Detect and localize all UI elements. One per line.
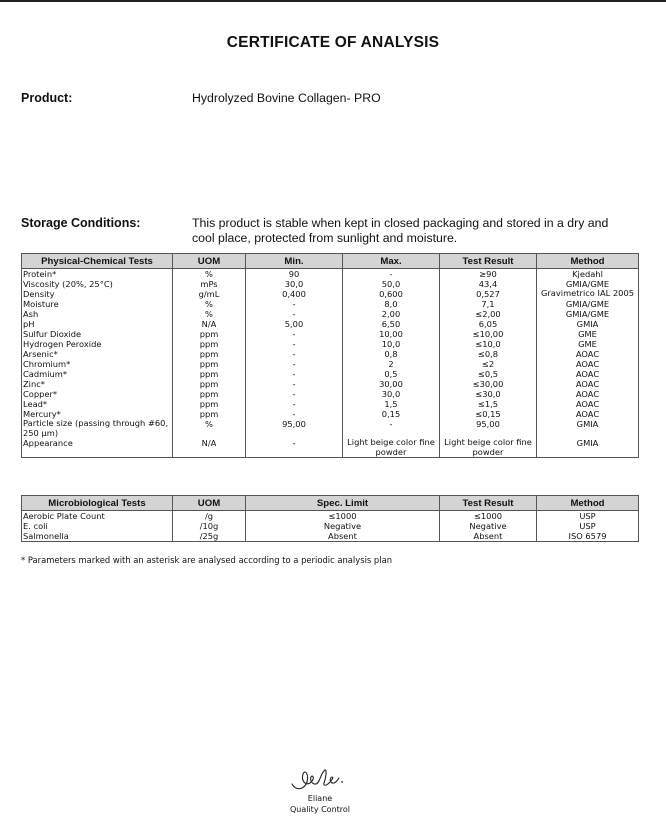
cell-method: GMIA [537, 438, 639, 458]
column-header-result: Test Result [440, 254, 537, 269]
column-header-method: Method [537, 254, 639, 269]
cell-max: 0,5 [343, 369, 440, 379]
cell-uom: /25g [173, 531, 246, 542]
table-row [22, 379, 639, 389]
cell-uom: ppm [173, 379, 246, 389]
cell-min: 90 [246, 269, 343, 280]
cell-test: Chromium* [22, 359, 173, 369]
cell-method: AOAC [537, 399, 639, 409]
product-name: Hydrolyzed Bovine Collagen- PRO [192, 91, 381, 105]
column-header-uom: UOM [173, 496, 246, 511]
cell-min: - [246, 329, 343, 339]
cell-test: E. coli [22, 521, 173, 531]
cell-test: Copper* [22, 389, 173, 399]
table-row [22, 349, 639, 359]
cell-max: 0,8 [343, 349, 440, 359]
cell-min: - [246, 438, 343, 458]
cell-test: Cadmium* [22, 369, 173, 379]
cell-test: Ash [22, 309, 173, 319]
cell-test: Lead* [22, 399, 173, 409]
cell-result: ≤10,0 [440, 339, 537, 349]
cell-result: ≤2,00 [440, 309, 537, 319]
table-row [22, 399, 639, 409]
table-row [22, 339, 639, 349]
table-row [22, 389, 639, 399]
cell-result: 6,05 [440, 319, 537, 329]
column-header-max: Max. [343, 254, 440, 269]
cell-method: AOAC [537, 409, 639, 419]
cell-method: AOAC [537, 389, 639, 399]
table-row [22, 409, 639, 419]
cell-max: 50,0 [343, 279, 440, 289]
cell-min: - [246, 409, 343, 419]
cell-result: 95,00 [440, 419, 537, 438]
table-row [22, 319, 639, 329]
microbiological-table [21, 495, 639, 542]
cell-method: USP [537, 511, 639, 522]
cell-test: Hydrogen Peroxide [22, 339, 173, 349]
cell-min: - [246, 349, 343, 359]
cell-uom: % [173, 419, 246, 438]
cell-test: Particle size (passing through #60, 250 µm) [22, 419, 173, 438]
signer-role: Quality Control [289, 805, 351, 814]
cell-method: GMIA/GME [537, 279, 639, 289]
table-row [22, 438, 639, 458]
cell-max: 2,00 [343, 309, 440, 319]
column-header-method: Method [537, 496, 639, 511]
cell-method: AOAC [537, 359, 639, 369]
cell-result: 43,4 [440, 279, 537, 289]
cell-test: Sulfur Dioxide [22, 329, 173, 339]
cell-result: ≤30,0 [440, 389, 537, 399]
table-row [22, 289, 639, 299]
cell-max: 8,0 [343, 299, 440, 309]
column-header-test: Microbiological Tests [22, 496, 173, 511]
cell-result: 0,527 [440, 289, 537, 299]
table-row [22, 279, 639, 289]
cell-method: AOAC [537, 369, 639, 379]
cell-uom: ppm [173, 389, 246, 399]
cell-test: pH [22, 319, 173, 329]
cell-min: - [246, 299, 343, 309]
signer-name: Eliane [307, 794, 333, 803]
cell-min: 30,0 [246, 279, 343, 289]
cell-method: AOAC [537, 379, 639, 389]
table-header-row [22, 496, 639, 511]
cell-uom: /10g [173, 521, 246, 531]
cell-spec-limit: Negative [246, 521, 440, 531]
physical-chemical-table [21, 253, 639, 458]
cell-max: - [343, 419, 440, 438]
cell-test: Aerobic Plate Count [22, 511, 173, 522]
column-header-result: Test Result [440, 496, 537, 511]
table-row [22, 521, 639, 531]
cell-min: 5,00 [246, 319, 343, 329]
cell-result: ≤30,00 [440, 379, 537, 389]
column-header-min: Min. [246, 254, 343, 269]
cell-method: GMIA [537, 319, 639, 329]
column-header-test: Physical-Chemical Tests [22, 254, 173, 269]
cell-test: Viscosity (20%, 25°C) [22, 279, 173, 289]
cell-result: ≤0,8 [440, 349, 537, 359]
product-label: Product: [21, 91, 73, 105]
cell-result: ≤1000 [440, 511, 537, 522]
cell-test: Density [22, 289, 173, 299]
table-body [22, 511, 639, 542]
table-row [22, 299, 639, 309]
table-row [22, 269, 639, 280]
cell-min: - [246, 399, 343, 409]
cell-uom: N/A [173, 319, 246, 329]
cell-test: Mercury* [22, 409, 173, 419]
cell-max: 2 [343, 359, 440, 369]
cell-result: ≤1,5 [440, 399, 537, 409]
cell-min: - [246, 359, 343, 369]
table-body [22, 269, 639, 458]
cell-min: 95,00 [246, 419, 343, 438]
cell-max: 10,0 [343, 339, 440, 349]
cell-uom: /g [173, 511, 246, 522]
storage-conditions-label: Storage Conditions: [21, 216, 141, 230]
column-header-uom: UOM [173, 254, 246, 269]
table-row [22, 369, 639, 379]
column-header-spec-limit: Spec. Limit [246, 496, 440, 511]
cell-method: ISO 6579 [537, 531, 639, 542]
cell-uom: ppm [173, 349, 246, 359]
cell-result: ≥90 [440, 269, 537, 280]
cell-method: GMIA/GME [537, 299, 639, 309]
cell-method: AOAC [537, 349, 639, 359]
cell-min: 0,400 [246, 289, 343, 299]
cell-min: - [246, 339, 343, 349]
table-row [22, 329, 639, 339]
cell-test: Salmonella [22, 531, 173, 542]
cell-min: - [246, 379, 343, 389]
cell-max: - [343, 269, 440, 280]
storage-conditions-text: This product is stable when kept in closed packaging and stored in a dry and cool place, protected from sunlight and moisture. [192, 216, 609, 245]
cell-uom: ppm [173, 329, 246, 339]
cell-max: Light beige color fine powder [343, 438, 440, 458]
cell-uom: g/mL [173, 289, 246, 299]
cell-method: Kjedahl [537, 269, 639, 280]
cell-uom: % [173, 269, 246, 280]
table-row [22, 419, 639, 438]
cell-max: 30,0 [343, 389, 440, 399]
cell-uom: N/A [173, 438, 246, 458]
cell-result: 7,1 [440, 299, 537, 309]
table-row [22, 511, 639, 522]
table-header-row [22, 254, 639, 269]
table-row [22, 359, 639, 369]
cell-min: - [246, 309, 343, 319]
cell-result: ≤10,00 [440, 329, 537, 339]
cell-uom: ppm [173, 369, 246, 379]
signature-mark [290, 764, 352, 794]
cell-max: 0,600 [343, 289, 440, 299]
cell-method: GMIA/GME [537, 309, 639, 319]
cell-spec-limit: ≤1000 [246, 511, 440, 522]
cell-min: - [246, 389, 343, 399]
top-rule [0, 0, 666, 2]
cell-result: Absent [440, 531, 537, 542]
cell-uom: ppm [173, 339, 246, 349]
footnote: * Parameters marked with an asterisk are analysed according to a periodic analysis plan [21, 555, 393, 565]
cell-method: USP [537, 521, 639, 531]
cell-method: GMIA [537, 419, 639, 438]
cell-min: - [246, 369, 343, 379]
cell-max: 0,15 [343, 409, 440, 419]
table-row [22, 309, 639, 319]
cell-test: Arsenic* [22, 349, 173, 359]
cell-result: Light beige color fine powder [440, 438, 537, 458]
cell-result: ≤0,5 [440, 369, 537, 379]
cell-method: GME [537, 329, 639, 339]
cell-uom: ppm [173, 399, 246, 409]
cell-method: GME [537, 339, 639, 349]
cell-max: 10,00 [343, 329, 440, 339]
cell-test: Protein* [22, 269, 173, 280]
cell-uom: mPs [173, 279, 246, 289]
cell-test: Appearance [22, 438, 173, 458]
cell-max: 30,00 [343, 379, 440, 389]
cell-test: Moisture [22, 299, 173, 309]
cell-uom: ppm [173, 409, 246, 419]
cell-uom: % [173, 309, 246, 319]
cell-max: 6,50 [343, 319, 440, 329]
cell-method: Gravimetrico IAL 2005 [537, 289, 639, 299]
cell-result: ≤2 [440, 359, 537, 369]
table-row [22, 531, 639, 542]
cell-max: 1,5 [343, 399, 440, 409]
cell-test: Zinc* [22, 379, 173, 389]
cell-uom: % [173, 299, 246, 309]
cell-result: ≤0,15 [440, 409, 537, 419]
document-title: CERTIFICATE OF ANALYSIS [226, 34, 440, 51]
cell-uom: ppm [173, 359, 246, 369]
cell-spec-limit: Absent [246, 531, 440, 542]
cell-result: Negative [440, 521, 537, 531]
